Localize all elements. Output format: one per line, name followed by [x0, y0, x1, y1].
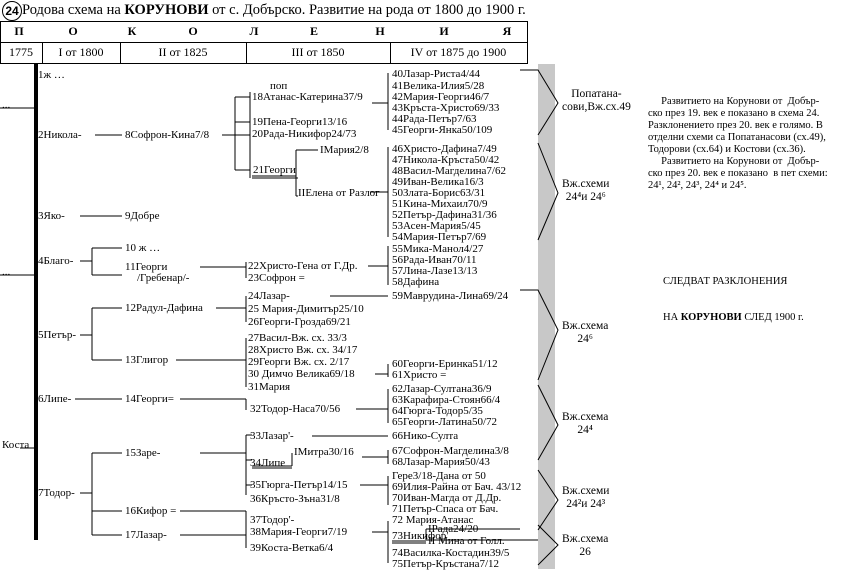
- gen1-person: 7Тодор-: [38, 487, 75, 499]
- gen4-person: 54Мария-Петър7/69: [392, 231, 487, 243]
- pokolenia-letter: Я: [502, 24, 512, 38]
- gen2-person: 14Георги=: [125, 393, 175, 405]
- gen4-person: 43Кръста-Христо69/33: [392, 102, 500, 114]
- gen2-person: 13Глигор: [125, 354, 169, 366]
- pokolenia-letter: Л: [249, 24, 259, 38]
- gen3-person: 28Христо Вж. сх. 34/17: [248, 344, 358, 356]
- dots: ...: [2, 99, 11, 111]
- root-person: Коста: [2, 439, 30, 451]
- gen4-person: 57Лина-Лазе13/13: [392, 265, 478, 277]
- gen3-person: 21Георги: [253, 164, 296, 176]
- gen4-person: 68Лазар-Мария50/43: [392, 456, 490, 468]
- description-note: Развитието на Корунови от Добър- ско през 19. век е показано в схема 24. Разклонението през 20. век е голямо. В отделни схеми са Попатанасови (сх.49), Тодорови (сх.64) и Костови (сх.36). Развитието на Корунови от Добър- ско през 20. век е показано в пет схеми: 24¹, 24², 24³, 24⁴ и 24⁵.: [648, 96, 828, 191]
- gen2-person: 12Радул-Дафина: [125, 302, 203, 314]
- gen4-person: 46Христо-Дафина7/49: [392, 143, 497, 155]
- gen3-person: 32Тодор-Наса70/56: [250, 403, 341, 415]
- gen3-person: 22Христо-Гена от Г.Др.: [248, 260, 358, 272]
- gen4-person: 75Петър-Кръстана7/12: [392, 558, 500, 570]
- header-gen-ii: II от 1825: [158, 45, 208, 59]
- gen4-person: 53Асен-Мария5/45: [392, 220, 481, 232]
- gen4-person: 51Кина-Михаил70/9: [392, 198, 488, 210]
- header-gen-iii: III от 1850: [291, 45, 345, 59]
- gen4-spouse: IРада24/20: [428, 523, 479, 535]
- pokolenia-letter: К: [127, 24, 137, 38]
- gen3-person: 25 Мария-Димитър25/10: [248, 303, 364, 315]
- gen3-person: поп: [270, 80, 288, 92]
- gen1-person: 5Петър-: [38, 329, 76, 341]
- brace-label: Попатана- сови,Вж.сх.49: [562, 88, 631, 113]
- gen3-person: 31Мария: [248, 381, 291, 393]
- gen2-person: 10 ж …: [125, 242, 161, 254]
- gen3-person: 18Атанас-Катерина37/9: [252, 91, 363, 103]
- gen4-person: 72 Мария-Атанас: [392, 514, 474, 526]
- gen2-person: 15Заре-: [125, 447, 161, 459]
- brace-label: Вж.схема 24⁴: [562, 411, 609, 436]
- header-gen-i: I от 1800: [58, 45, 104, 59]
- scheme-number-badge: 24: [2, 1, 22, 21]
- gen3-person: 26Георги-Грозда69/21: [248, 316, 351, 328]
- gen4-person: 56Рада-Иван70/11: [392, 254, 477, 266]
- gen3-person: 19Пена-Георги13/16: [252, 116, 348, 128]
- gen2-person: 11Георги: [125, 261, 168, 273]
- gen3-spouse: IМитра30/16: [294, 446, 354, 458]
- gen2-person: 16Кифор =: [125, 505, 177, 517]
- gen2-person: /Гребенар/-: [137, 272, 190, 284]
- gen4-person: 59Маврудина-Лина69/24: [392, 290, 509, 302]
- gen4-person: 65Георги-Латина50/72: [392, 416, 498, 428]
- gen3-person: 37Тодор'-: [250, 514, 295, 526]
- gen1-person: 3Яко-: [38, 210, 65, 222]
- gen4-person: 66Нико-Султа: [392, 430, 459, 442]
- following-branches-note: СЛЕДВАТ РАЗКЛОНЕНИЯ НА КОРУНОВИ СЛЕД 1900 г.: [663, 276, 804, 323]
- gen1-person: 1ж …: [38, 69, 65, 81]
- page-title: Родова схема на КОРУНОВИ от с. Добърско. Развитие на рода от 1800 до 1900 г.: [22, 2, 526, 18]
- gen3-person: 29Георги Вж. сх. 2/17: [248, 356, 350, 368]
- brace-label: Вж.схема 26: [562, 533, 609, 558]
- header-gen-iv: IV от 1875 до 1900: [410, 45, 507, 59]
- brace-label: Вж.схеми 24²и 24³: [562, 485, 610, 510]
- brace-label: Вж.схема 24⁶: [562, 320, 609, 345]
- gen3-person: 38Мария-Георги7/19: [250, 526, 348, 538]
- gen1-person: 4Благо-: [38, 255, 74, 267]
- dots: ...: [2, 266, 11, 278]
- gen4-person: 50Злата-Борис63/31: [392, 187, 486, 199]
- gen4-person: Гере3/18-Дана от 50: [392, 470, 486, 482]
- pokolenia-letter: О: [188, 24, 198, 38]
- gen3-person: 35Гюрга-Петър14/15: [250, 479, 348, 491]
- gen4-person: 64Гюрга-Тодор5/35: [392, 405, 483, 417]
- gen4-person: 42Мария-Георги46/7: [392, 91, 490, 103]
- gen3-spouse: IIЕлена от Разлог: [298, 187, 380, 199]
- gen4-person: 58Дафина: [392, 276, 440, 288]
- gen4-person: 55Мика-Манол4/27: [392, 243, 484, 255]
- gen2-person: 8Софрон-Кина7/8: [125, 129, 210, 141]
- gen4-person: 41Велика-Илия5/28: [392, 80, 485, 92]
- gen3-person: 33Лазар'-: [250, 430, 294, 442]
- gen3-person: 24Лазар-: [248, 290, 290, 302]
- pokolenia-letter: Н: [375, 24, 385, 38]
- gen4-person: 74Василка-Костадин39/5: [392, 547, 510, 559]
- gen2-person: 17Лазар-: [125, 529, 167, 541]
- gen3-person: 30 Димчо Велика69/18: [248, 368, 355, 380]
- pokolenia-letter: И: [439, 24, 449, 38]
- pokolenia-letter: П: [14, 24, 24, 38]
- gen4-person: 44Рада-Петър7/63: [392, 113, 477, 125]
- gen4-person: 49Иван-Велика16/3: [392, 176, 484, 188]
- pokolenia-letter: Е: [309, 24, 318, 38]
- pokolenia-letter: О: [68, 24, 78, 38]
- gen1-person: 6Липе-: [38, 393, 72, 405]
- gen3-person: 34Липе: [250, 457, 286, 469]
- gen4-person: 63Карафира-Стоян66/4: [392, 394, 501, 406]
- gen4-person: 52Петър-Дафина31/36: [392, 209, 497, 221]
- gen4-person: 60Георги-Еринка51/12: [392, 358, 498, 370]
- gen3-person: 39Коста-Ветка6/4: [250, 542, 334, 554]
- gen4-person: 69Илия-Райна от Бач. 43/12: [392, 481, 522, 493]
- gen4-person: 70Иван-Магда от Д.Др.: [392, 492, 502, 504]
- gen4-person: 47Никола-Кръста50/42: [392, 154, 500, 166]
- gen2-person: 9Добре: [125, 210, 160, 222]
- gen3-person: 23Софрон =: [248, 272, 305, 284]
- gen4-person: 73Никифор: [392, 530, 447, 542]
- gen3-person: 36Кръсто-Зъна31/8: [250, 493, 340, 505]
- gen4-person: 62Лазар-Султана36/9: [392, 383, 492, 395]
- gen1-person: 2Никола-: [38, 129, 82, 141]
- gen4-person: 67Софрон-Магделина3/8: [392, 445, 509, 457]
- gen4-person: 45Георги-Янка50/109: [392, 124, 493, 136]
- header-1775: 1775: [9, 45, 33, 59]
- gen3-person: 27Васил-Вж. сх. 33/3: [248, 332, 347, 344]
- gen3-person: 20Рада-Никифор24/73: [252, 128, 357, 140]
- gray-band: [538, 64, 555, 569]
- gen4-spouse: II Мина от Голл.: [428, 535, 505, 547]
- gen4-person: 40Лазар-Риста4/44: [392, 68, 480, 80]
- brace-label: Вж.схеми 24⁴и 24⁶: [562, 178, 610, 203]
- gen4-person: 71Петър-Спаса от Бач.: [392, 503, 499, 515]
- gen3-spouse: IМария2/8: [320, 144, 369, 156]
- gen4-person: 61Христо =: [392, 369, 447, 381]
- gen4-person: 48Васил-Магделина7/62: [392, 165, 506, 177]
